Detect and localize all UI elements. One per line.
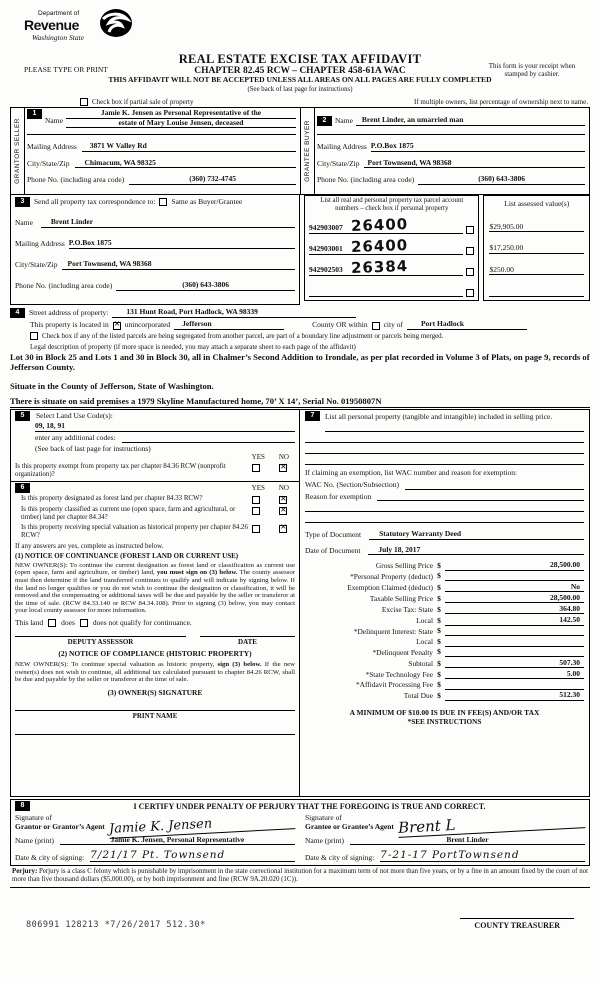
- receipt-stamp-line: 806991 128213 *7/26/2017 512.30*: [26, 919, 206, 930]
- seller-name-field[interactable]: [66, 109, 296, 133]
- corr-name-label: Name: [15, 218, 33, 228]
- assessed-value-2[interactable]: $17,250.00: [489, 244, 584, 254]
- logo-revenue-text: Revenue: [24, 17, 79, 34]
- section-7-number: 7: [305, 411, 320, 421]
- seller-side-label-2: GRANTOR: [13, 148, 21, 184]
- parcel-account-2[interactable]: [309, 236, 463, 257]
- section5-see-back: (See back of last page for instructions): [35, 443, 151, 453]
- corr-mailing-value[interactable]: P.O.Box 1875: [69, 239, 295, 249]
- grantee-date-label: Date & city of signing:: [305, 852, 375, 862]
- seller-side-label-1: SELLER: [13, 118, 21, 147]
- see-back-note: (See back of last page for instructions): [247, 86, 353, 93]
- fee-label-local: Local: [416, 616, 433, 625]
- segregated-checkbox[interactable]: [30, 332, 38, 340]
- grantor-name-print[interactable]: Jamie K. Jensen, Personal Representative: [60, 836, 295, 846]
- dor-swirl-icon: [98, 8, 134, 40]
- county-treasurer-label: COUNTY TREASURER: [460, 918, 574, 930]
- fee-label-tech-fee: *State Technology Fee: [365, 669, 433, 679]
- seller-phone-label: Phone No. (including area code): [27, 175, 125, 185]
- grantor-name-label: Name (print): [15, 835, 54, 845]
- fee-value-gross[interactable]: 28,500.00: [445, 561, 584, 571]
- grantor-signature-block: [15, 811, 295, 862]
- corr-phone-value[interactable]: (360) 643-3806: [116, 281, 295, 291]
- fee-value-exemption[interactable]: No: [445, 583, 584, 593]
- perjury-label: Perjury:: [12, 868, 38, 876]
- personal-property-label: List all personal property (tangible and intangible) included in selling price.: [325, 411, 553, 421]
- buyer-city-label: City/State/Zip: [317, 158, 360, 168]
- corr-name-value[interactable]: Brent Linder: [41, 218, 295, 228]
- seller-city-value[interactable]: Chimacum, WA 98325: [75, 159, 297, 169]
- parcel-handwritten-3: 26384: [350, 257, 409, 278]
- historical-yes-checkbox[interactable]: [252, 525, 260, 533]
- situate-text: Situate in the County of Jefferson, State of Washington.: [10, 380, 214, 391]
- no-header: NO: [278, 453, 289, 462]
- personal-property-checkbox-1[interactable]: [466, 226, 474, 234]
- assessed-value-4[interactable]: [489, 296, 584, 297]
- reason-line-2[interactable]: [305, 501, 584, 512]
- land-use-section: [10, 409, 300, 482]
- buyer-side-label-1: BUYER: [303, 120, 311, 146]
- partial-sale-label: Check box if partial sale of property: [92, 98, 194, 106]
- same-as-buyer-checkbox[interactable]: [159, 198, 167, 206]
- parcel-header-line1: List all real and personal property tax parcel account: [320, 197, 464, 205]
- parcel-header-line2: numbers – check box if personal property: [335, 204, 449, 212]
- form-title: REAL ESTATE EXCISE TAX AFFIDAVIT: [178, 52, 422, 66]
- fee-label-exemption: Exemption Claimed (deduct): [347, 582, 433, 592]
- fee-value-local2[interactable]: [445, 638, 584, 647]
- corr-city-label: City/State/Zip: [15, 260, 58, 270]
- certify-statement: I CERTIFY UNDER PENALTY OF PERJURY THAT THE FOREGOING IS TRUE AND CORRECT.: [133, 801, 486, 811]
- buyer-phone-value[interactable]: (360) 643-3806: [418, 175, 585, 185]
- notice1-post: The county assessor must then determine if the land transferred continues to qualify and will indicate by signing below. If the land no longer qualifies or you do not wish to continue the designation or classification, it will be removed and the compensating or additional taxes will be due and payable by the seller or transferor at the time of sale. (RCW 84.33.140 or RCW 84.34.108). Prior to signing (3) below, you may contact your local county assessor for more information.: [15, 569, 295, 615]
- parcel-row: [309, 276, 474, 297]
- footer: [10, 888, 590, 930]
- street-address-label: Street address of property:: [29, 308, 109, 318]
- wac-value[interactable]: [405, 482, 584, 490]
- unincorporated-label: unincorporated: [124, 320, 171, 330]
- fee-label-processing-fee: *Affidavit Processing Fee: [355, 680, 433, 690]
- fee-label-excise-state: Excise Tax: State: [381, 604, 433, 614]
- county-or-label: County OR within: [312, 320, 368, 330]
- owners-signature-label: (3) OWNER(S) SIGNATURE: [107, 687, 203, 697]
- grantee-sig-label-1: Signature of: [305, 813, 342, 823]
- form-subtitle: CHAPTER 82.45 RCW – CHAPTER 458-61A WAC: [194, 66, 406, 77]
- grantor-signature[interactable]: Jamie K. Jensen: [108, 813, 295, 839]
- deputy-assessor-line[interactable]: DEPUTY ASSESSOR: [15, 636, 186, 646]
- reason-value[interactable]: [377, 493, 584, 501]
- assessed-value-3[interactable]: $250.00: [489, 266, 584, 276]
- grantor-sig-label-2: Grantor or Grantor’s Agent: [15, 821, 105, 831]
- fee-value-tech-fee[interactable]: 5.00: [445, 670, 584, 680]
- personal-property-checkbox-2[interactable]: [466, 247, 474, 255]
- located-in-label: This property is located in: [30, 320, 109, 330]
- exemption-claim-label: If claiming an exemption, list WAC number and reason for exemption:: [305, 468, 518, 478]
- parcel-account-1[interactable]: [309, 215, 463, 236]
- fee-value-processing-fee[interactable]: [445, 681, 584, 690]
- please-type-label: PLEASE TYPE OR PRINT: [24, 65, 108, 74]
- buyer-city-value[interactable]: Port Townsend, WA 98368: [364, 159, 586, 169]
- notice2-title: (2) NOTICE OF COMPLIANCE (HISTORIC PROPERTY): [58, 649, 252, 659]
- parcel-account-1-text: 942903007: [309, 223, 343, 233]
- grantee-name-label: Name (print): [305, 835, 344, 845]
- parcel-row: [309, 213, 474, 234]
- buyer-side-label-2: GRANTEE: [303, 147, 311, 182]
- parcel-handwritten-2: 26400: [350, 236, 409, 257]
- assessed-values-box: [483, 195, 590, 301]
- section-2-number: 2: [317, 116, 332, 126]
- grantee-signature-block: [305, 811, 585, 862]
- warning-text: THIS AFFIDAVIT WILL NOT BE ACCEPTED UNLESS ALL AREAS ON ALL PAGES ARE FULLY COMPLETED: [108, 75, 492, 84]
- date-of-document-value[interactable]: July 18, 2017: [368, 546, 584, 556]
- buyer-phone-label: Phone No. (including area code): [317, 175, 415, 185]
- land-use-codes-value[interactable]: 09, 18, 91: [35, 422, 295, 432]
- tax-correspondence-and-parcels: [10, 195, 590, 305]
- current-use-yes-checkbox[interactable]: [252, 507, 260, 515]
- fee-label-delinquent-interest: *Delinquent Interest: State: [353, 626, 433, 636]
- buyer-mailing-value[interactable]: P.O.Box 1875: [371, 142, 585, 152]
- fee-value-personal[interactable]: [445, 572, 584, 581]
- personal-property-line-1[interactable]: [325, 421, 584, 432]
- parcel-row: [309, 255, 474, 276]
- forest-land-section: [10, 482, 300, 797]
- forest-question: Is this property designated as forest land per chapter 84.33 RCW?: [21, 495, 203, 503]
- seller-mailing-label: Mailing Address: [27, 142, 77, 152]
- notice2-pre: NEW OWNER(S): To continue special valuation as historic property,: [15, 661, 218, 669]
- section-1-number: 1: [27, 109, 42, 119]
- historical-no-checkbox[interactable]: [279, 525, 287, 533]
- historical-question: Is this property receiving special valuation as historical property per chapter 84.26 RCW?: [21, 523, 248, 539]
- personal-property-checkbox-4[interactable]: [466, 289, 474, 297]
- buyer-mailing-label: Mailing Address: [317, 142, 367, 152]
- assessed-value-1[interactable]: $29,905.00: [489, 223, 584, 233]
- assessor-date-line[interactable]: DATE: [200, 636, 295, 646]
- seller-section: [11, 108, 300, 194]
- this-land-label: This land: [15, 617, 44, 627]
- fee-label-total-due: Total Due: [403, 691, 433, 701]
- section-8-number: 8: [15, 801, 30, 811]
- unincorporated-checkbox[interactable]: [113, 322, 121, 330]
- certification-section: [10, 799, 590, 866]
- parcel-account-3[interactable]: [309, 257, 463, 278]
- seller-city-label: City/State/Zip: [27, 158, 70, 168]
- segregated-label: Check box if any of the listed parcels are being segregated from another parcel, are part of a boundary line adjustment or parcels being merged.: [42, 331, 444, 340]
- perjury-text: Perjury is a class C felony which is punishable by imprisonment in the state correctional institution for a maximum term of not more than five years, or by a fine in an amount fixed by the court of not more than five thousand dollars ($5,000.00), or by both imprisonment and fine (RCW 9A.20.020 (1C)).: [12, 868, 589, 884]
- fee-label-local2: Local: [416, 637, 433, 646]
- grantor-sig-label-1: Signature of: [15, 813, 52, 823]
- does-not-label: does not qualify for continuance.: [92, 617, 192, 627]
- fee-label-subtotal: Subtotal: [408, 658, 433, 668]
- assessed-header: List assessed value(s): [504, 199, 570, 209]
- s6-no-header: NO: [278, 484, 289, 493]
- exempt-no-checkbox[interactable]: [279, 464, 287, 472]
- reason-line-3[interactable]: [305, 512, 584, 523]
- logo-state-text: Washington State: [32, 32, 85, 42]
- tax-correspondence-section: [10, 195, 300, 305]
- fee-value-total-due[interactable]: 512.30: [445, 691, 584, 701]
- seller-mailing-value[interactable]: 3871 W Valley Rd: [82, 142, 296, 152]
- perjury-notice: [10, 866, 590, 888]
- personal-property-line-4[interactable]: [305, 454, 584, 465]
- current-use-question: Is this property classified as current use (open space, farm and agricultural, or timber) land per chapter 84.34?: [21, 506, 236, 521]
- receipt-note: This form is your receipt when stamped by cashier.: [488, 62, 576, 79]
- reason-label: Reason for exemption: [305, 491, 372, 501]
- fee-value-local[interactable]: 142.50: [445, 616, 584, 626]
- property-location-section: [10, 305, 590, 408]
- seller-name-line2: estate of Mary Louise Jensen, deceased: [66, 119, 296, 129]
- buyer-section: [300, 108, 589, 194]
- see-instructions-note: *SEE INSTRUCTIONS: [407, 717, 482, 726]
- personal-property-line-2[interactable]: [305, 432, 584, 443]
- dor-logo: [24, 10, 84, 42]
- street-address-value[interactable]: 131 Hunt Road, Port Hadlock, WA 98339: [112, 308, 356, 318]
- notice1-body: [15, 562, 295, 615]
- parties-section: [10, 107, 590, 195]
- forest-no-checkbox[interactable]: [279, 496, 287, 504]
- forest-yes-checkbox[interactable]: [252, 496, 260, 504]
- seller-name-line1: Jamie K. Jensen as Personal Representative of the: [66, 109, 296, 119]
- section-3-number: 3: [15, 197, 30, 207]
- buyer-name-line1: Brent Linder, an umarried man: [356, 116, 585, 126]
- county-value[interactable]: Jefferson: [174, 320, 284, 330]
- notice1-pre: NEW OWNER(S): To continue the current designation as forest land or classification as current use (open space, farm and agriculture, or timber) land,: [15, 561, 295, 577]
- parcel-handwritten-1: 26400: [350, 215, 409, 236]
- grantee-name-print[interactable]: Brent Linder: [350, 836, 585, 846]
- send-correspondence-label: Send all property tax correspondence to:: [34, 196, 156, 206]
- does-label: does: [61, 617, 75, 627]
- if-yes-note: If any answers are yes, complete as instructed below.: [15, 541, 164, 550]
- fee-label-delinquent-penalty: *Delinquent Penalty: [372, 647, 433, 657]
- header: [10, 6, 590, 98]
- fee-label-gross: Gross Selling Price: [375, 561, 433, 570]
- date-of-document-label: Date of Document: [305, 545, 361, 555]
- grantee-sig-label-2: Grantee or Grantee’s Agent: [305, 821, 394, 831]
- notice1-bold: you must sign on (3) below.: [156, 569, 238, 577]
- seller-phone-value[interactable]: (360) 732-4745: [129, 175, 296, 185]
- seller-name-label: Name: [45, 116, 63, 126]
- section-6-number: 6: [15, 483, 30, 493]
- does-not-qualify-checkbox[interactable]: [80, 619, 88, 627]
- yes-header: YES: [251, 453, 265, 462]
- exempt-yes-checkbox[interactable]: [252, 464, 260, 472]
- fee-value-taxable[interactable]: 28,500.00: [445, 594, 584, 604]
- logo-dept-text: Department of: [38, 10, 80, 17]
- exempt-question: Is this property exempt from property tax per chapter 84.36 RCW (nonprofit organization)?: [15, 463, 226, 479]
- grantee-signature[interactable]: Brent L: [398, 810, 586, 838]
- fee-value-delinquent-penalty[interactable]: [445, 648, 584, 657]
- notice2-body: [15, 661, 295, 684]
- type-of-document-value[interactable]: Statutory Warranty Deed: [369, 530, 584, 540]
- section-5-number: 5: [15, 411, 30, 421]
- type-of-document-label: Type of Document: [305, 530, 362, 540]
- notice1-title: (1) NOTICE OF CONTINUANCE (FOREST LAND OR CURRENT USE): [15, 551, 239, 560]
- grantee-date-city[interactable]: 7-21-17 PortTownsend: [380, 849, 585, 862]
- city-value[interactable]: Port Hadlock: [407, 320, 527, 330]
- fee-value-subtotal[interactable]: 507.30: [445, 659, 584, 669]
- land-use-label: Select Land Use Code(s):: [36, 410, 113, 420]
- personal-property-line-3[interactable]: [305, 443, 584, 454]
- legal-description-text: Lot 30 in Block 25 and Lots 1 and 30 in Block 30, all in Chalmer’s Second Addition to Irondale, as per plat recorded in Volume 3 of Plats, on page 9, records of Jefferson County.: [10, 351, 590, 372]
- buyer-name-field[interactable]: [356, 116, 585, 126]
- premises-text: There is situate on said premises a 1979 Skyline Manufactured home, 70’ X 14’, Serial No. 01950807N: [10, 397, 590, 408]
- wac-label: WAC No. (Section/Subsection): [305, 479, 399, 489]
- parcel-account-3-text: 942902503: [309, 265, 343, 275]
- section-4-number: 4: [10, 308, 25, 318]
- additional-codes-label: enter any additional codes:: [35, 432, 116, 442]
- personal-property-section: 7 List all personal property (tangible and intangible) included in selling price. If claiming an exemption, list WAC number and reason for exemption: WAC No. (Section/Subsection) Reason for exemption Type of Document Statutory Warranty Deed Date of Document July 18, 2017 Gross Selling Price $ 28,500.00 *Personal Property (deduct) $ Exemption Claimed (deduct) $ No Taxable Selling Price $ 28,500.00 Excise Tax: State $ 364.80 Local $ 142.50 *Delinquent Interest: State $ Local $ *Delinquent Penalty $ Subtotal $ 507.30 *State Technology Fee $ 5.00 *Affidavit Processing Fee $ Total Due $ 512.30 A MINIMUM OF $10.00 IS DUE IN FEE(S) AND/OR TAX *SEE INSTRUCTIONS: [300, 409, 590, 797]
- s6-yes-header: YES: [251, 484, 265, 493]
- buyer-name-label: Name: [335, 115, 353, 125]
- fee-value-excise-state[interactable]: 364.80: [445, 605, 584, 615]
- fee-value-delinquent-interest[interactable]: [445, 627, 584, 636]
- corr-city-value[interactable]: Port Townsend, WA 98368: [62, 260, 296, 270]
- grantor-date-city[interactable]: 7/21/17 Pt. Townsend: [90, 849, 295, 862]
- parcel-numbers-box: [304, 195, 479, 301]
- partial-sale-checkbox[interactable]: [80, 98, 88, 106]
- notice2-post: If the new owner(s) does not wish to continue, all additional tax calculated pursuant to chapter 84.26 RCW, shall be due and payable by the seller or transferor at the time of sale.: [15, 661, 295, 684]
- notice2-bold: sign (3) below.: [217, 661, 262, 669]
- multiple-owners-note: If multiple owners, list percentage of ownership next to name.: [414, 98, 588, 106]
- additional-codes-value[interactable]: [122, 435, 295, 443]
- same-as-buyer-label: Same as Buyer/Grantee: [171, 196, 243, 206]
- parcel-account-2-text: 942903001: [309, 244, 343, 254]
- city-of-checkbox[interactable]: [372, 322, 380, 330]
- personal-property-checkbox-3[interactable]: [466, 268, 474, 276]
- corr-mailing-label: Mailing Address: [15, 239, 65, 249]
- grantor-date-label: Date & city of signing:: [15, 852, 85, 862]
- parcel-row: [309, 234, 474, 255]
- current-use-no-checkbox[interactable]: [279, 507, 287, 515]
- corr-phone-label: Phone No. (including area code): [15, 281, 113, 291]
- fee-label-personal: *Personal Property (deduct): [350, 571, 433, 581]
- does-qualify-checkbox[interactable]: [48, 619, 56, 627]
- minimum-fee-note: A MINIMUM OF $10.00 IS DUE IN FEE(S) AND/OR TAX: [349, 707, 540, 717]
- city-of-label: city of: [383, 320, 403, 330]
- legal-description-label: Legal description of property (if more space is needed, you may attach a separate sheet to each page of the affidavit): [30, 342, 356, 351]
- main-columns: [10, 409, 590, 797]
- parcel-account-4[interactable]: [309, 296, 463, 297]
- fee-label-taxable: Taxable Selling Price: [369, 593, 433, 603]
- owner-signature-line[interactable]: PRINT NAME: [15, 710, 295, 720]
- print-name-line[interactable]: [15, 734, 295, 735]
